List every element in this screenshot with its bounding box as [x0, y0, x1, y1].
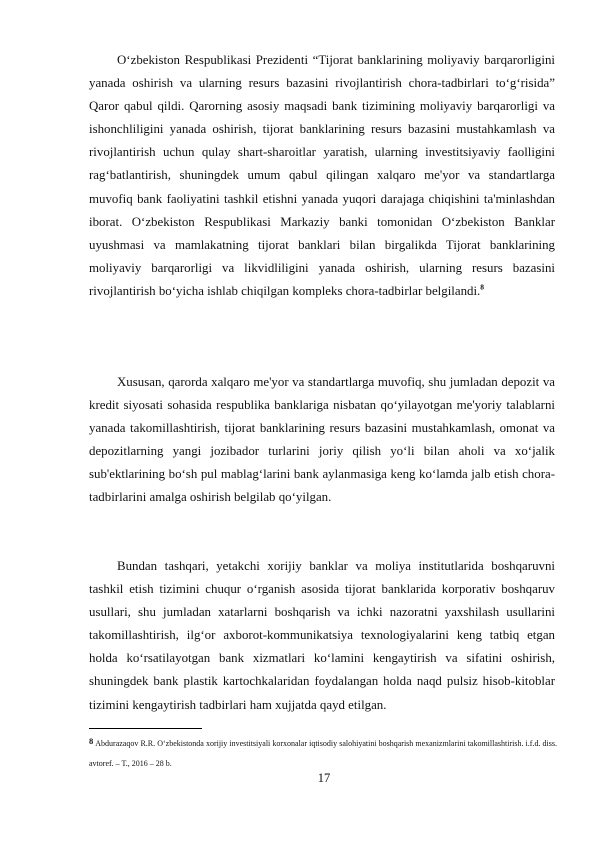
paragraph-1-text: O‘zbekiston Respublikasi Prezidenti “Tijorat banklarining moliyaviy barqarorligini yanada oshirish va ularning resurs bazasini rivojlantirish chora-tadbirlari to‘g‘risida” Qaror qabul qildi. Qarorning asosiy maqsadi bank tizimining moliyaviy barqarorligi va ishonchliligini yanada oshirish, tijorat banklarining resurs bazasini mustahkamlash va rivojlantirish uchun qulay shart-sharoitlar yaratish, ularning investitsiyaviy faolligini rag‘batlantirish, shuningdek umum qabul qilingan xalqaro me'yor va standartlarga muvofiq bank faoliyatini tashkil etishni yanada yuqori darajaga chiqishini ta'minlashdan iborat. O‘zbekiston Respublikasi Markaziy banki tomonidan O‘zbekiston Banklar uyushmasi va mamlakatning tijorat banklari bilan birgalikda Tijorat banklarining moliyaviy barqarorligi va likvidliligini yanada oshirish, ularning resurs bazasini rivojlantirish bo‘yicha ishlab chiqilgan kompleks chora-tadbirlar belgilandi. [89, 53, 555, 298]
footnote-text: Abdurazaqov R.R. O‘zbekistonda xorijiy investitsiyali korxonalar iqtisodiy salohiyatini boshqarish mexanizmlarini takomillashtirish. i.f.d. diss. avtoref. – T., 2016 – 28 b. [89, 739, 557, 768]
footnote-reference[interactable]: 8 [480, 282, 485, 292]
footnote [89, 731, 557, 774]
footnote-divider [89, 728, 202, 729]
paragraph-2-text: Xususan, qarorda xalqaro me'yor va standartlarga muvofiq, shu jumladan depozit va kredit siyosati sohasida respublika banklariga nisbatan qo‘yilayotgan me'yoriy talablarni yanada takomillashtirish, tijorat banklarining resurs bazasini mustahkamlash, omonat va depozitlarning yangi jozibador turlarini joriy qilish yo‘li bilan aholi va xo‘jalik sub'ektlarining bo‘sh pul mablag‘larini bank aylanmasiga keng ko‘lamda jalb etish chora-tadbirlarini amalga oshirish belgilab qo‘yilgan. [89, 375, 555, 505]
paragraph-3-text: Bundan tashqari, yetakchi xorijiy banklar va moliya institutlarida boshqaruvni tashkil etish tizimini chuqur o‘rganish asosida tijorat banklarida korporativ boshqaruv usullari, shu jumladan xatarlarni boshqarish va ichki nazoratni yaxshilash usullarini takomillashtirish, ilg‘or axborot-kommunikatsiya texnologiyalarini keng tatbiq etgan holda ko‘rsatilayotgan bank xizmatlari ko‘lamini kengaytirish va sifatini oshirish, shuningdek bank plastik kartochkalaridan foydalangan holda naqd pulsiz hisob-kitoblar tizimini kengaytirish tadbirlari ham xujjatda qayd etilgan. [89, 559, 555, 712]
footnote-number: 8 [89, 736, 94, 746]
page-number: 17 [317, 771, 331, 785]
paragraph-3 [89, 555, 555, 717]
paragraph-1 [89, 49, 555, 303]
paragraph-2 [89, 371, 555, 510]
